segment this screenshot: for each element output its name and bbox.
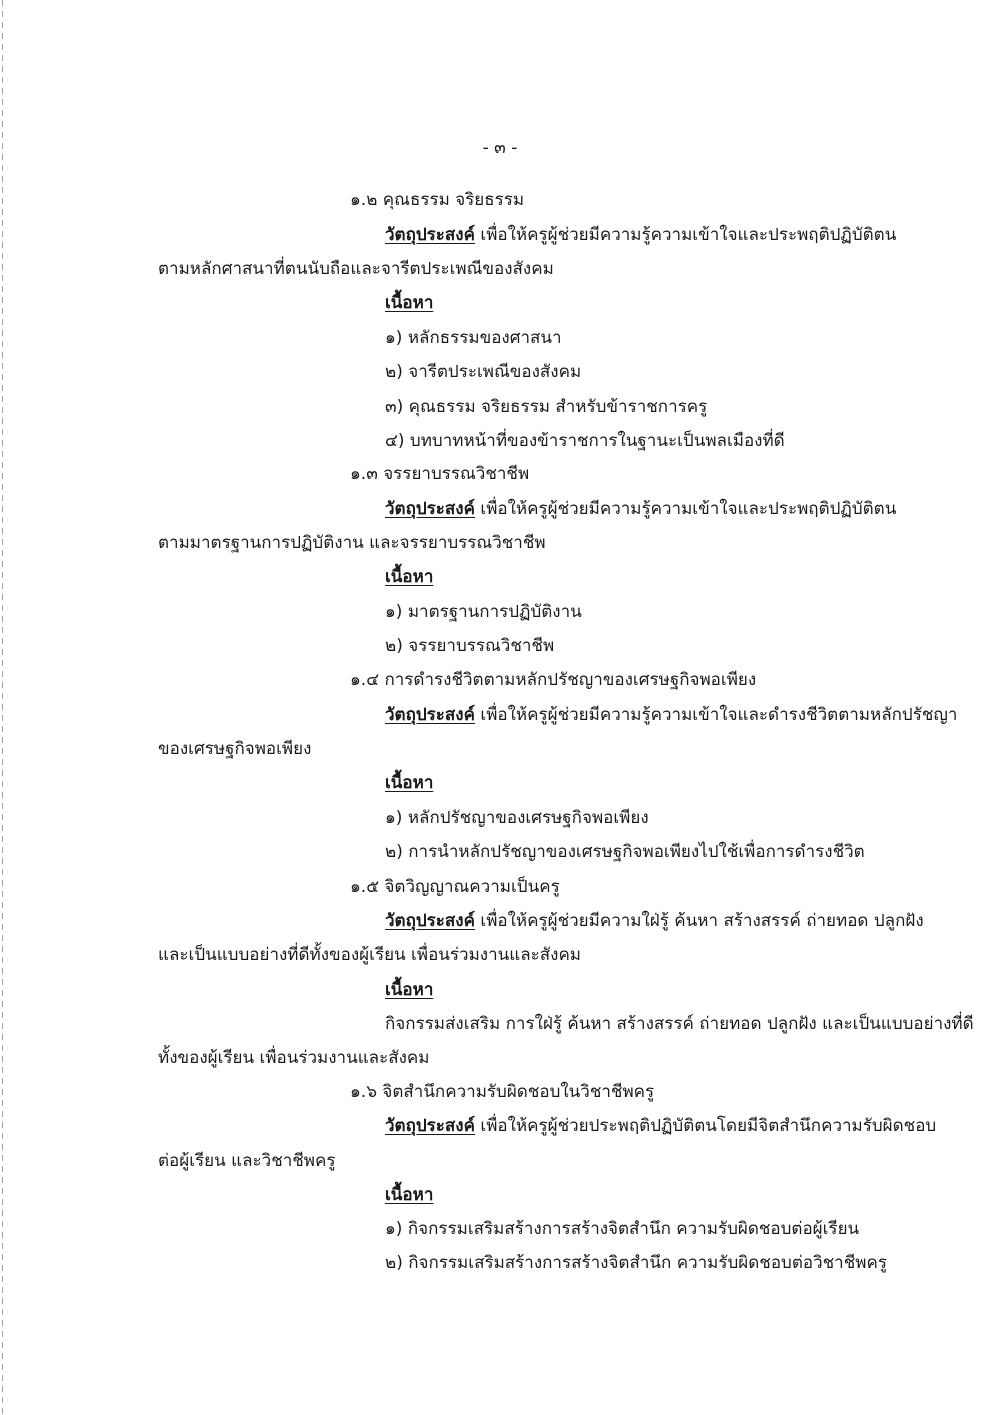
objective-label: วัตถุประสงค์: [385, 499, 475, 519]
content-label-1-6: เนื้อหา: [385, 1185, 434, 1205]
objective-line-1-4: [385, 704, 957, 726]
objective-continuation-1-4: ของเศรษฐกิจพอเพียง: [158, 739, 312, 759]
content-continuation-1-5: ทั้งของผู้เรียน เพื่อนร่วมงานและสังคม: [158, 1048, 430, 1068]
list-item: ๒) การนำหลักปรัชญาของเศรษฐกิจพอเพียงไปใช้เพื่อการดำรงชีวิต: [385, 842, 865, 862]
objective-continuation-1-2: ตามหลักศาสนาที่ตนนับถือและจารีตประเพณีของสังคม: [158, 259, 554, 279]
content-label-1-5: เนื้อหา: [385, 980, 434, 1000]
list-item: ๑) มาตรฐานการปฏิบัติงาน: [385, 602, 582, 622]
objective-text: เพื่อให้ครูผู้ช่วยมีความรู้ความเข้าใจและประพฤติปฏิบัติตน: [474, 225, 897, 245]
objective-label: วัตถุประสงค์: [385, 911, 475, 931]
objective-continuation-1-6: ต่อผู้เรียน และวิชาชีพครู: [158, 1151, 336, 1171]
section-heading-1-4: ๑.๔ การดำรงชีวิตตามหลักปรัชญาของเศรษฐกิจพอเพียง: [350, 670, 757, 690]
section-heading-1-3: ๑.๓ จรรยาบรรณวิชาชีพ: [350, 464, 530, 484]
objective-label: วัตถุประสงค์: [385, 705, 475, 725]
content-label-1-2: เนื้อหา: [385, 293, 434, 313]
objective-text: เพื่อให้ครูผู้ช่วยมีความรู้ความเข้าใจและดำรงชีวิตตามหลักปรัชญา: [474, 705, 958, 725]
section-heading-1-6: ๑.๖ จิตสำนึกความรับผิดชอบในวิชาชีพครู: [350, 1082, 655, 1102]
objective-line-1-2: [385, 224, 896, 246]
scan-edge-mark: [2, 0, 3, 1415]
objective-text: เพื่อให้ครูผู้ช่วยมีความใฝ่รู้ ค้นหา สร้างสรรค์ ถ่ายทอด ปลูกฝัง: [474, 911, 924, 931]
list-item: ๒) จรรยาบรรณวิชาชีพ: [385, 636, 555, 656]
content-label-1-3: เนื้อหา: [385, 567, 434, 587]
objective-text: เพื่อให้ครูผู้ช่วยมีความรู้ความเข้าใจและประพฤติปฏิบัติตน: [474, 499, 897, 519]
list-item: ๒) จารีตประเพณีของสังคม: [385, 362, 582, 382]
objective-line-1-6: [385, 1115, 936, 1137]
section-heading-1-2: ๑.๒ คุณธรรม จริยธรรม: [350, 190, 525, 210]
content-paragraph-1-5: กิจกรรมส่งเสริม การใฝ่รู้ ค้นหา สร้างสรรค์ ถ่ายทอด ปลูกฝัง และเป็นแบบอย่างที่ดี: [385, 1014, 974, 1034]
list-item: ๓) คุณธรรม จริยธรรม สำหรับข้าราชการครู: [385, 397, 708, 417]
list-item: ๑) หลักปรัชญาของเศรษฐกิจพอเพียง: [385, 808, 649, 828]
section-heading-1-5: ๑.๕ จิตวิญญาณความเป็นครู: [350, 877, 560, 897]
objective-label: วัตถุประสงค์: [385, 1116, 475, 1136]
objective-continuation-1-5: และเป็นแบบอย่างที่ดีทั้งของผู้เรียน เพื่อนร่วมงานและสังคม: [158, 945, 582, 965]
objective-line-1-3: [385, 498, 896, 520]
list-item: ๒) กิจกรรมเสริมสร้างการสร้างจิตสำนึก ความรับผิดชอบต่อวิชาชีพครู: [385, 1253, 887, 1273]
objective-label: วัตถุประสงค์: [385, 225, 475, 245]
list-item: ๔) บทบาทหน้าที่ของข้าราชการในฐานะเป็นพลเมืองที่ดี: [385, 431, 785, 451]
list-item: ๑) หลักธรรมของศาสนา: [385, 328, 562, 348]
content-label-1-4: เนื้อหา: [385, 773, 434, 793]
page-number: - ๓ -: [482, 138, 518, 158]
objective-line-1-5: [385, 910, 924, 932]
list-item: ๑) กิจกรรมเสริมสร้างการสร้างจิตสำนึก ความรับผิดชอบต่อผู้เรียน: [385, 1219, 860, 1239]
objective-continuation-1-3: ตามมาตรฐานการปฏิบัติงาน และจรรยาบรรณวิชาชีพ: [158, 533, 546, 553]
objective-text: เพื่อให้ครูผู้ช่วยประพฤติปฏิบัติตนโดยมีจิตสำนึกความรับผิดชอบ: [474, 1116, 937, 1136]
